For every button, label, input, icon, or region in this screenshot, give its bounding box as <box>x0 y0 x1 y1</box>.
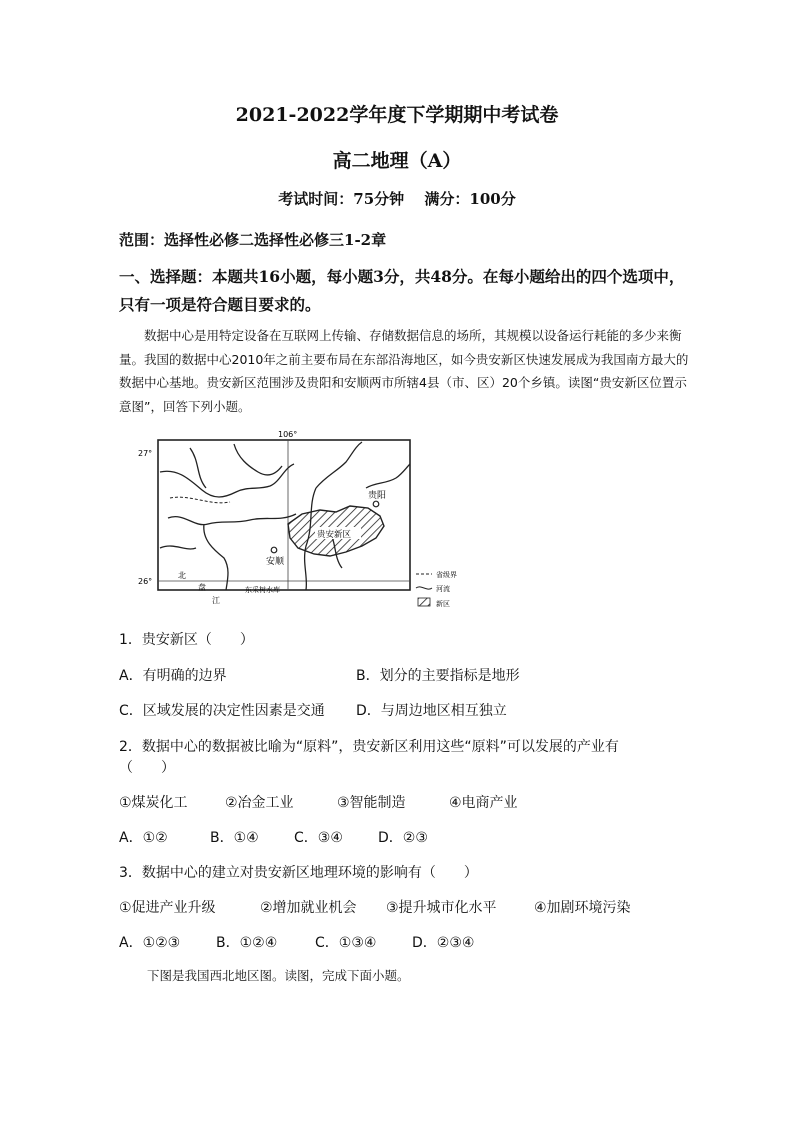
guian-location-map <box>130 428 470 610</box>
question-2-option-b[interactable]: B．①④ <box>210 830 259 846</box>
anshun-marker <box>271 547 277 553</box>
question-3-item-3: ③提升城市化水平 <box>386 900 497 916</box>
legend-item-river: 河流 <box>436 585 450 593</box>
exam-title: 2021-2022学年度下学期期中考试卷 <box>235 104 559 126</box>
question-3-option-a[interactable]: A．①②③ <box>119 935 181 951</box>
guiyang-label: 贵阳 <box>368 491 387 501</box>
river-label-jiang: 江 <box>212 596 220 605</box>
question-3-item-1: ①促进产业升级 <box>119 900 216 916</box>
legend-item-boundary: 省级界 <box>436 571 457 579</box>
question-1-option-b[interactable]: B．划分的主要指标是地形 <box>356 668 520 684</box>
question-2-stem: 2．数据中心的数据被比喻为“原料”，贵安新区利用这些“原料”可以发展的产业有 <box>119 739 619 755</box>
question-3-stem: 3．数据中心的建立对贵安新区地理环境的影响有（ ） <box>119 865 478 881</box>
question-1-option-a[interactable]: A．有明确的边界 <box>119 668 227 684</box>
question-2-item-3: ③智能制造 <box>337 795 406 811</box>
question-2-option-d[interactable]: D．②③ <box>378 830 428 846</box>
question-2-item-1: ①煤炭化工 <box>119 795 188 811</box>
map-legend <box>416 570 457 608</box>
next-section-note: 下图是我国西北地区图。读图，完成下面小题。 <box>147 968 410 983</box>
question-2-item-2: ②冶金工业 <box>225 795 294 811</box>
lon-label: 106° <box>278 430 298 439</box>
question-2-item-4: ④电商产业 <box>449 795 518 811</box>
river-label-pan: 盘 <box>198 583 206 592</box>
district-label: 贵安新区 <box>317 530 352 540</box>
question-1-stem: 1．贵安新区（ ） <box>119 632 254 648</box>
guiyang-marker <box>373 501 379 507</box>
exam-scope: 范围：选择性必修二选择性必修三1-2章 <box>119 231 387 249</box>
exam-time-score: 考试时间：75分钟 满分：100分 <box>278 190 516 208</box>
passage-intro: 数据中心是用特定设备在互联网上传输、存储数据信息的场所，其规模以设备运行耗能的多少来衡量。我国的数据中心2010年之前主要布局在东部沿海地区，如今贵安新区快速发展成为我国南方最大的数据中心基地。贵安新区范围涉及贵阳和安顺两市所辖4县（市、区）20个乡镇。读图“贵安新区位置示意图”，回答下列小题。 <box>119 328 689 414</box>
question-3-item-2: ②增加就业机会 <box>260 900 357 916</box>
question-3-option-b[interactable]: B．①②④ <box>216 935 278 951</box>
reservoir-label: 东采树水库 <box>245 586 280 594</box>
question-3-option-c[interactable]: C．①③④ <box>315 935 377 951</box>
question-2-stem-cont: （ ） <box>119 760 175 776</box>
section-one-heading: 一、选择题：本题共16小题，每小题3分，共48分。在每小题给出的四个选项中，只有一项是符合题目要求的。 <box>119 267 685 314</box>
anshun-label: 安顺 <box>266 557 285 567</box>
question-1-option-d[interactable]: D．与周边地区相互独立 <box>356 703 507 719</box>
subject-title: 高二地理（A） <box>332 150 462 172</box>
question-1-option-c[interactable]: C．区域发展的决定性因素是交通 <box>119 703 325 719</box>
question-2-option-c[interactable]: C．③④ <box>294 830 343 846</box>
lat-bottom-label: 26° <box>138 577 153 586</box>
question-2-option-a[interactable]: A．①② <box>119 830 168 846</box>
lat-top-label: 27° <box>138 449 153 458</box>
legend-item-district: 新区 <box>436 600 450 608</box>
question-3-item-4: ④加剧环境污染 <box>534 900 631 916</box>
question-3-option-d[interactable]: D．②③④ <box>412 935 475 951</box>
river-label-bei: 北 <box>178 571 186 580</box>
